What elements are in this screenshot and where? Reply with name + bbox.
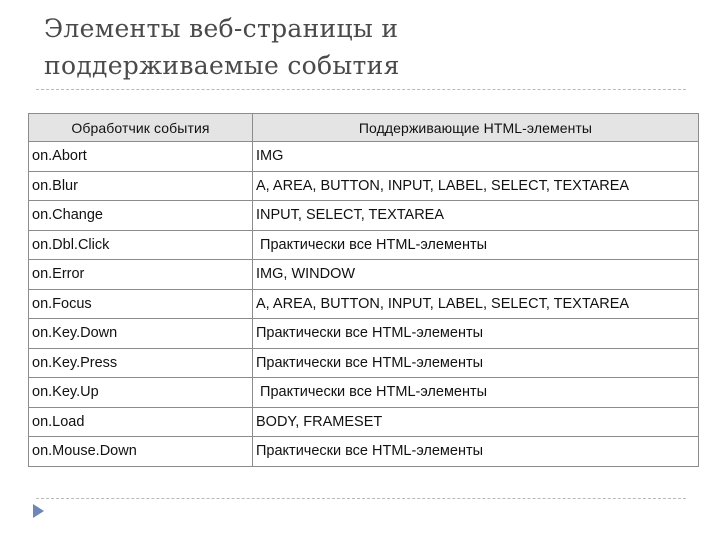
handler-cell: on.Dbl.Click	[29, 230, 253, 260]
elements-cell: Практически все HTML-элементы	[253, 378, 699, 408]
handler-cell: on.Blur	[29, 171, 253, 201]
elements-cell: Практически все HTML-элементы	[253, 319, 699, 349]
elements-cell: IMG	[253, 142, 699, 172]
table-row	[29, 201, 699, 231]
table-row	[29, 260, 699, 290]
handler-cell: on.Change	[29, 201, 253, 231]
elements-cell: IMG, WINDOW	[253, 260, 699, 290]
table-row	[29, 230, 699, 260]
table-row	[29, 407, 699, 437]
elements-cell: A, AREA, BUTTON, INPUT, LABEL, SELECT, TEXTAREA	[253, 289, 699, 319]
handler-cell: on.Load	[29, 407, 253, 437]
table-row	[29, 171, 699, 201]
handler-cell: on.Key.Up	[29, 378, 253, 408]
table-row	[29, 319, 699, 349]
handler-cell: on.Mouse.Down	[29, 437, 253, 467]
elements-cell: BODY, FRAMESET	[253, 407, 699, 437]
triangle-arrow-icon	[33, 504, 44, 518]
page-title-line-1: Элементы веб-страницы и	[44, 14, 399, 43]
events-table	[28, 113, 699, 467]
table-header-row	[29, 114, 699, 142]
handler-cell: on.Error	[29, 260, 253, 290]
handler-cell: on.Focus	[29, 289, 253, 319]
header-elements: Поддерживающие HTML-элементы	[253, 114, 699, 142]
elements-cell: INPUT, SELECT, TEXTAREA	[253, 201, 699, 231]
handler-cell: on.Abort	[29, 142, 253, 172]
handler-cell: on.Key.Down	[29, 319, 253, 349]
elements-cell: Практически все HTML-элементы	[253, 348, 699, 378]
top-divider	[36, 89, 686, 90]
table-row	[29, 437, 699, 467]
bottom-divider	[36, 498, 686, 499]
handler-cell: on.Key.Press	[29, 348, 253, 378]
header-handler: Обработчик события	[29, 114, 253, 142]
page-title	[44, 10, 684, 84]
table-row	[29, 348, 699, 378]
table-row	[29, 142, 699, 172]
table-row	[29, 289, 699, 319]
elements-cell: Практически все HTML-элементы	[253, 437, 699, 467]
elements-cell: A, AREA, BUTTON, INPUT, LABEL, SELECT, TEXTAREA	[253, 171, 699, 201]
page-title-line-2: поддерживаемые события	[44, 51, 400, 80]
table-row	[29, 378, 699, 408]
elements-cell: Практически все HTML-элементы	[253, 230, 699, 260]
